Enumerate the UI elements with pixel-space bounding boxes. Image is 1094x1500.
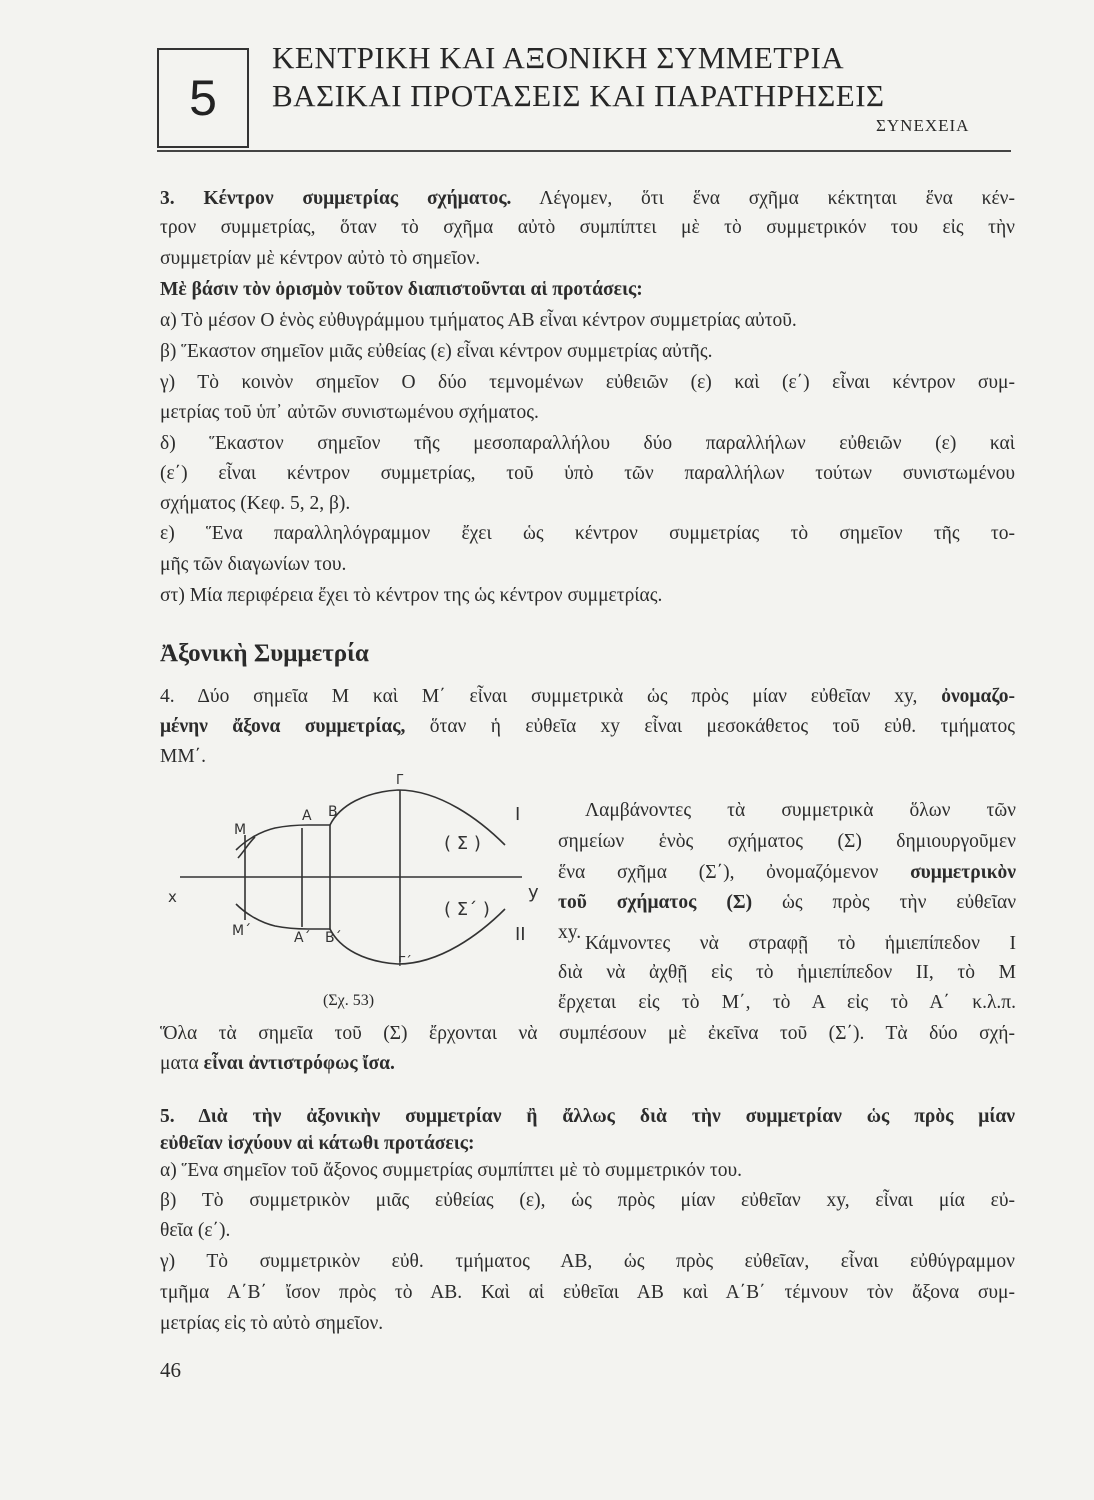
label-sigma: ( Σ ) <box>444 833 481 854</box>
section3-item-b: β) Ἕκαστον σημεῖον μιᾶς εὐθείας (ε) εἶναι κέντρον συμμετρίας αὐτῆς. <box>160 341 713 362</box>
header-rule <box>157 150 1011 152</box>
section4-right-line7: διὰ νὰ ἀχθῇ εἰς τὸ ἡμιεπίπεδον ΙΙ, τὸ Μ <box>558 962 1016 983</box>
section4-line4: Ὅλα τὰ σημεῖα τοῦ (Σ) ἔρχονται νὰ συμπέσουν μὲ ἐκεῖνα τοῦ (Σ΄). Τὰ δύο σχή- <box>160 1023 1015 1044</box>
section4-line1 <box>160 684 1015 709</box>
section4-line5 <box>160 1051 395 1076</box>
label-A: Α <box>302 808 312 824</box>
label-G-prime: Γ΄ <box>398 955 412 970</box>
chapter-title-line1: ΚΕΝΤΡΙΚΗ ΚΑΙ ΑΞΟΝΙΚΗ ΣΥΜΜΕΤΡΙΑ <box>272 40 845 75</box>
section5-heading2: εὐθεῖαν ἰσχύουν αἱ κάτωθι προτάσεις: <box>160 1133 475 1154</box>
label-I: Ι <box>515 804 521 825</box>
section3-line1 <box>160 186 1015 211</box>
chapter-number: 5 <box>189 70 217 126</box>
section3-item-d3: σχήματος (Κεφ. 5, 2, β). <box>160 493 351 514</box>
figure-53 <box>160 770 555 995</box>
section4-right-line2: σημείων ἑνὸς σχήματος (Σ) δημιουργοῦμεν <box>558 831 1016 852</box>
section4-line1-bold: ὀνομαζο- <box>941 686 1015 707</box>
section3-intro: Μὲ βάσιν τὸν ὁρισμὸν τοῦτον διαπιστοῦνται αἱ προτάσεις: <box>160 279 643 300</box>
chapter-number-box <box>157 48 249 148</box>
section4-line5-bold: εἶναι ἀντιστρόφως ἴσα. <box>203 1053 395 1074</box>
section5-item-c1: γ) Τὸ συμμετρικὸν εὐθ. τμήματος ΑΒ, ὡς πρὸς εὐθεῖαν, εἶναι εὐθύγραμμον <box>160 1251 1015 1272</box>
section3-item-d2: (ε΄) εἶναι κέντρον συμμετρίας, τοῦ ὑπὸ τῶν παραλλήλων τούτων συνιστωμένου <box>160 463 1015 484</box>
section5-item-b2: θεῖα (ε΄). <box>160 1220 231 1241</box>
chapter-subtitle: ΣΥΝΕΧΕΙΑ <box>876 116 970 135</box>
label-sigma-prime: ( Σ΄ ) <box>444 899 490 920</box>
section4-line1-text: 4. Δύο σημεῖα Μ καὶ Μ΄ εἶναι συμμετρικὰ ὡς πρὸς μίαν εὐθεῖαν xy, <box>160 686 918 707</box>
section4-right-line4 <box>558 890 1016 915</box>
section3-item-c1: γ) Τὸ κοινὸν σημεῖον Ο δύο τεμνομένων εὐθειῶν (ε) καὶ (ε΄) εἶναι κέντρον συμ- <box>160 372 1015 393</box>
label-A-prime: Α΄ <box>294 930 311 946</box>
section4-line5-text: ματα <box>160 1053 199 1074</box>
section3-heading: 3. Κέντρον συμμετρίας σχήματος. <box>160 188 512 209</box>
section4-right-line6: Κάμνοντες νὰ στραφῇ τὸ ἡμιεπίπεδον Ι <box>585 933 1016 954</box>
label-y: y <box>528 882 539 903</box>
section5-heading1: 5. Διὰ τὴν ἀξονικὴν συμμετρίαν ἢ ἄλλως διὰ τὴν συμμετρίαν ὡς πρὸς μίαν <box>160 1106 1015 1127</box>
label-B: Β <box>328 804 338 820</box>
section5-item-c3: μετρίας εἰς τὸ αὐτὸ σημεῖον. <box>160 1313 384 1334</box>
section4-right-line1: Λαμβάνοντες τὰ συμμετρικὰ ὅλων τῶν <box>585 800 1016 821</box>
section4-line3: ΜΜ΄. <box>160 746 207 767</box>
section3-item-e1: ε) Ἕνα παραλληλόγραμμον ἔχει ὡς κέντρον συμμετρίας τὸ σημεῖον τῆς το- <box>160 523 1015 544</box>
section3-line3: συμμετρίαν μὲ κέντρον αὐτὸ τὸ σημεῖον. <box>160 248 481 269</box>
label-M-prime: Μ΄ <box>232 923 252 939</box>
section4-right-line3 <box>558 860 1016 885</box>
section4-line2 <box>160 714 1015 739</box>
section5-item-c2: τμῆμα Α΄Β΄ ἴσον πρὸς τὸ ΑΒ. Καὶ αἱ εὐθεῖαι ΑΒ καὶ Α΄Β΄ τέμνουν τὸν ἄξονα συμ- <box>160 1282 1015 1303</box>
section3-line1-text: Λέγομεν, ὅτι ἕνα σχῆμα κέκτηται ἕνα κέν- <box>539 188 1015 209</box>
section4-right-line3-bold: συμμετρικὸν <box>910 862 1016 883</box>
section5-item-b1: β) Τὸ συμμετρικὸν μιᾶς εὐθείας (ε), ὡς πρὸς μίαν εὐθεῖαν xy, εἶναι μία εὐ- <box>160 1190 1015 1211</box>
page-number: 46 <box>160 1358 181 1382</box>
section-title: Ἀξονικὴ Συμμετρία <box>160 640 369 667</box>
section3-item-c2: μετρίας τοῦ ὑπ᾽ αὐτῶν συνιστωμένου σχήματος. <box>160 402 539 423</box>
section4-right-line8: ἔρχεται εἰς τὸ Μ΄, τὸ Α εἰς τὸ Α΄ κ.λ.π. <box>558 992 1016 1013</box>
section4-line2-bold: μένην ἄξονα συμμετρίας, <box>160 716 406 737</box>
section4-right-line4-text: ὡς πρὸς τὴν εὐθεῖαν <box>782 892 1017 913</box>
section3-line2: τρον συμμετρίας, ὅταν τὸ σχῆμα αὐτὸ συμπίπτει μὲ τὸ συμμετρικόν του εἰς τὴν <box>160 217 1015 238</box>
section4-right-line3-text: ἕνα σχῆμα (Σ΄), ὀνομαζόμενον <box>558 862 879 883</box>
chapter-title-line2: ΒΑΣΙΚΑΙ ΠΡΟΤΑΣΕΙΣ ΚΑΙ ΠΑΡΑΤΗΡΗΣΕΙΣ <box>272 78 885 113</box>
label-x: x <box>168 888 177 906</box>
label-II: ΙΙ <box>515 924 526 945</box>
section3-item-d1: δ) Ἕκαστον σημεῖον τῆς μεσοπαραλλήλου δύο παραλλήλων εὐθειῶν (ε) καὶ <box>160 433 1015 454</box>
figure-caption: (Σχ. 53) <box>323 992 375 1009</box>
section3-item-e2: μῆς τῶν διαγωνίων του. <box>160 554 347 575</box>
section3-item-f: στ) Μία περιφέρεια ἔχει τὸ κέντρον της ὡς κέντρον συμμετρίας. <box>160 585 663 606</box>
label-M: Μ <box>234 822 247 838</box>
label-G: Γ <box>396 773 404 788</box>
section4-right-line5: xy. <box>558 922 582 943</box>
section3-item-a: α) Τὸ μέσον Ο ἑνὸς εὐθυγράμμου τμήματος ΑΒ εἶναι κέντρον συμμετρίας αὐτοῦ. <box>160 310 797 331</box>
label-B-prime: Β΄ <box>325 930 342 946</box>
section5-item-a: α) Ἕνα σημεῖον τοῦ ἄξονος συμμετρίας συμπίπτει μὲ τὸ συμμετρικόν του. <box>160 1160 742 1181</box>
section4-line2-text: ὅταν ἡ εὐθεῖα xy εἶναι μεσοκάθετος τοῦ εὐθ. τμήματος <box>429 716 1016 737</box>
section4-right-line4-bold: τοῦ σχήματος (Σ) <box>558 892 753 913</box>
